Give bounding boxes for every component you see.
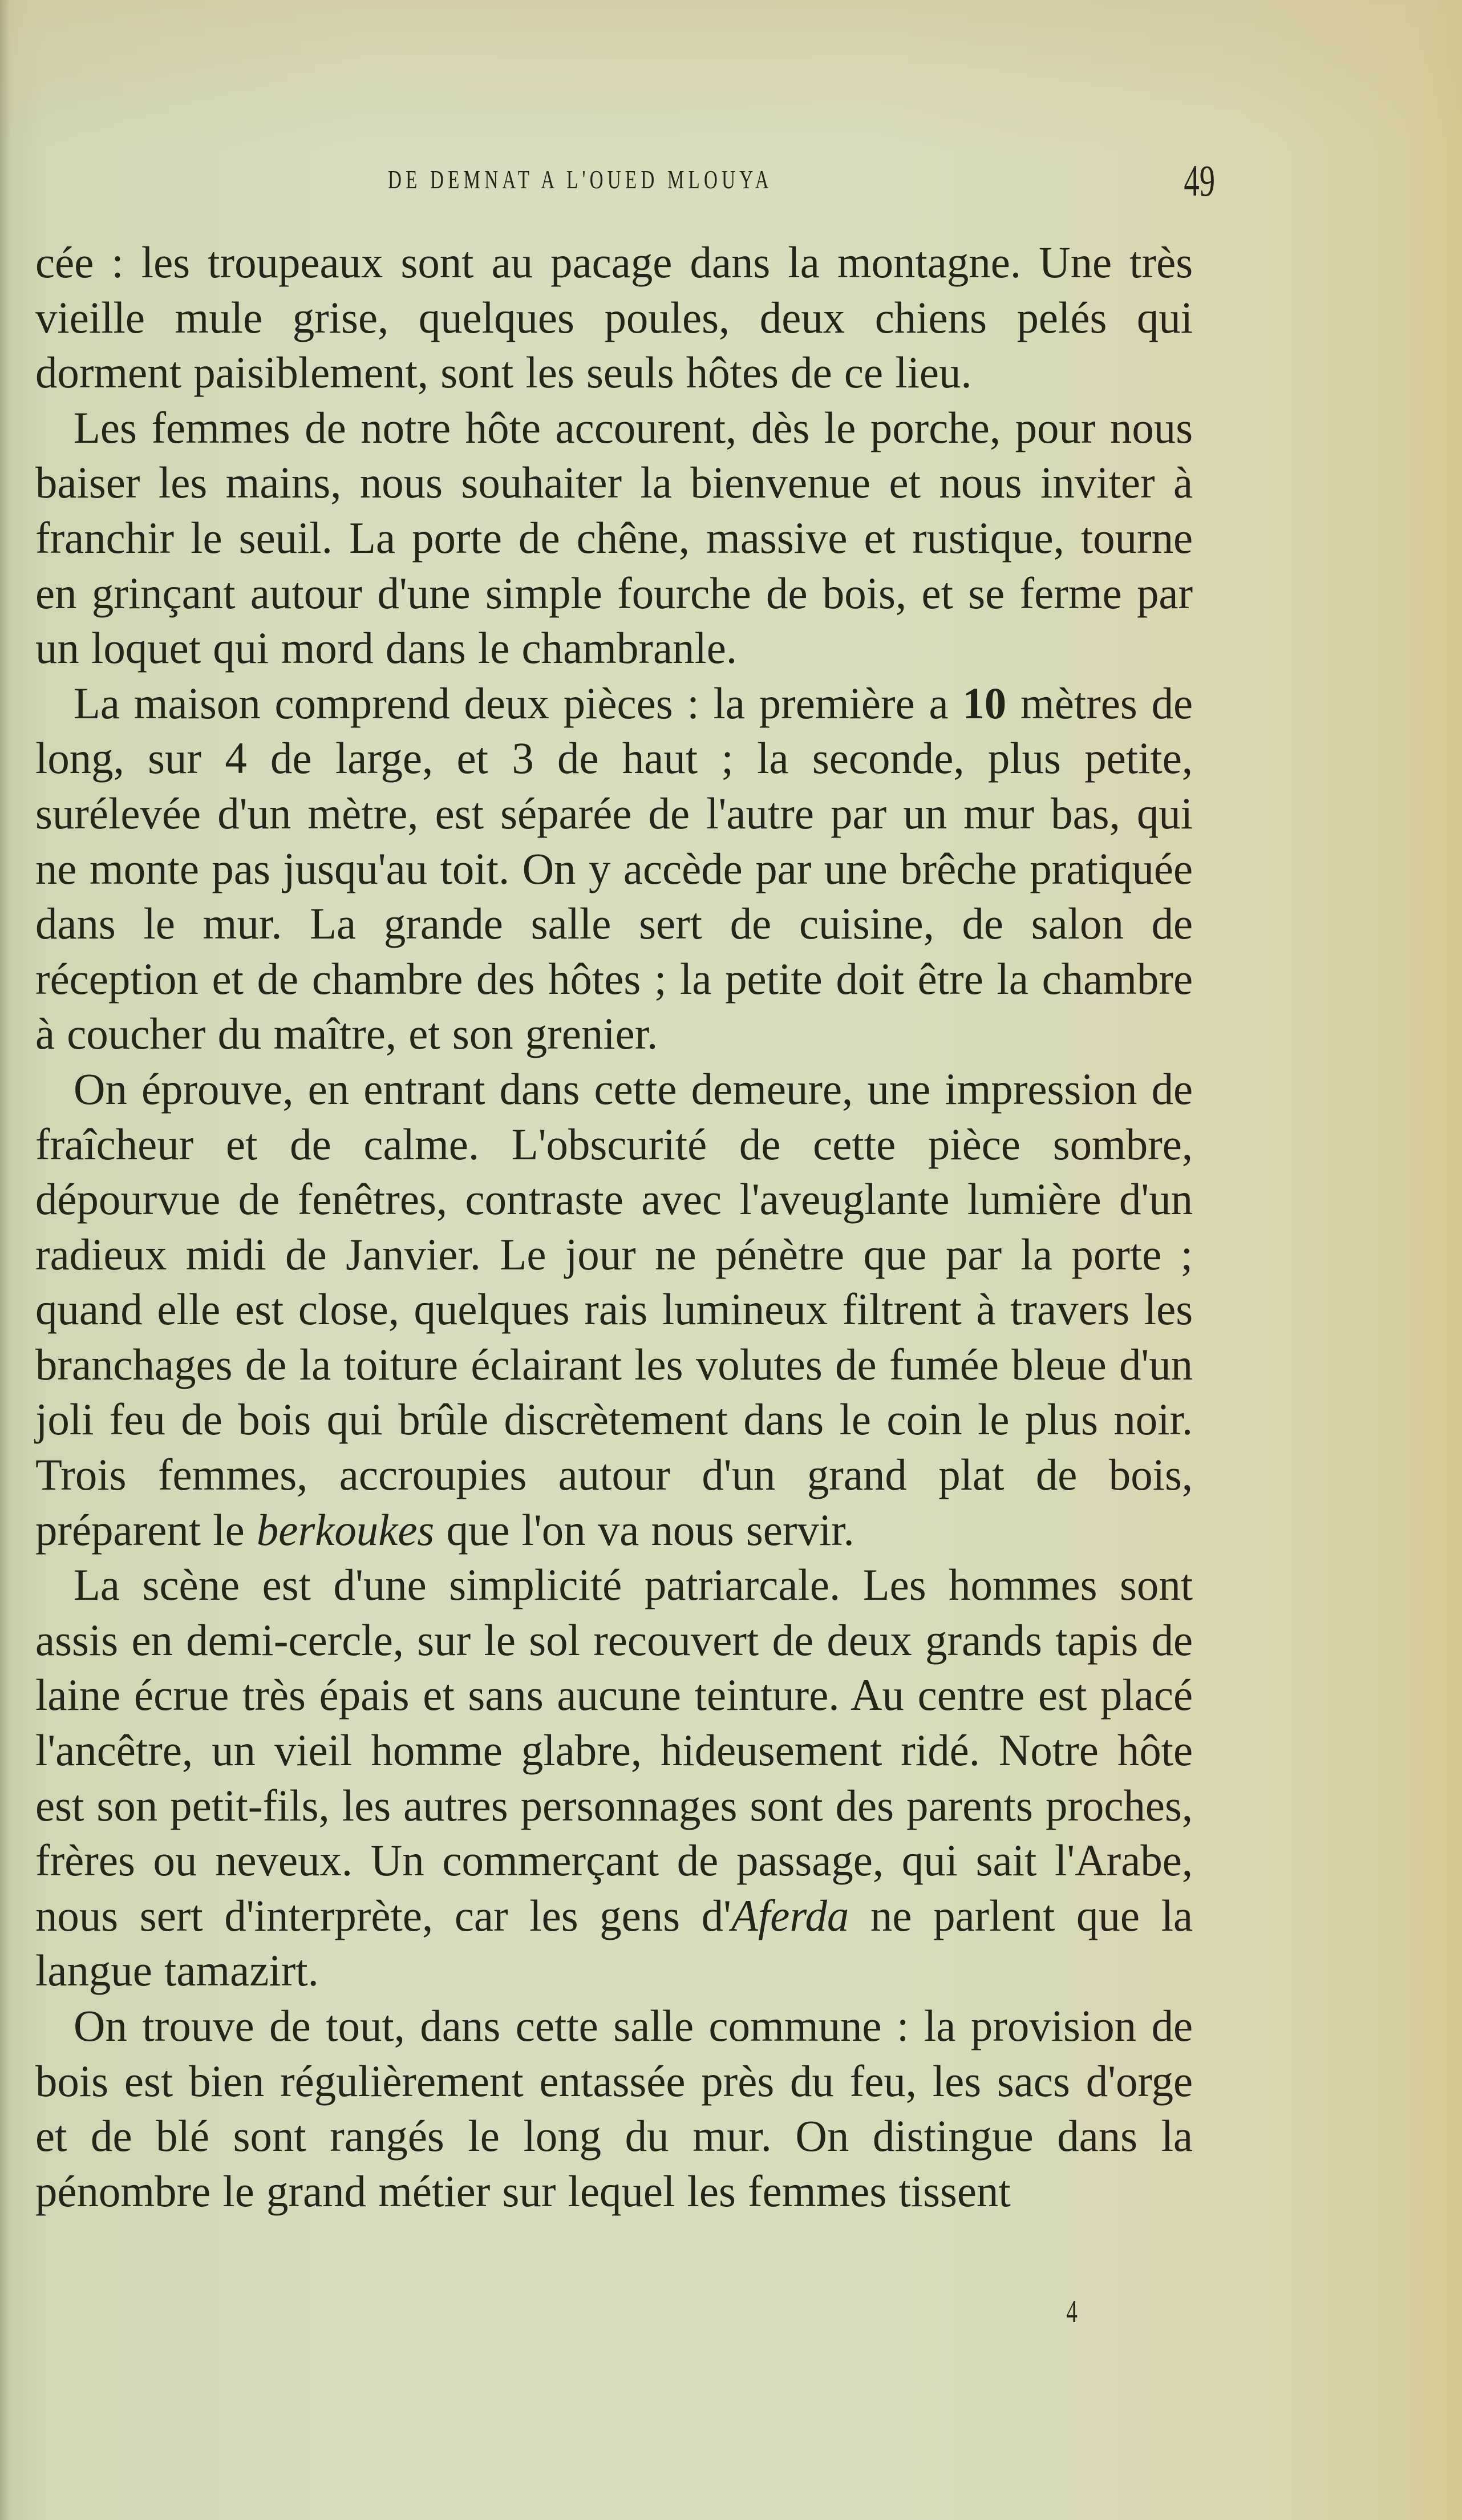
italic-term: berkoukes <box>256 1504 435 1555</box>
paragraph <box>35 676 1193 1062</box>
paragraph <box>35 1062 1193 1558</box>
italic-term: Aferda <box>731 1890 849 1940</box>
text-run: On éprouve, en entrant dans cette demeure, une impression de fraîcheur et de calme. L'obscurité de cette pièce sombre, dépourvue de fenêtres, contraste avec l'aveuglante lumière d'un radieux midi de Janvier. Le jour ne pénètre que par la porte ; quand elle est close, quelques rais lumineux filtrent à travers les branchages de la toiture éclairant les volutes de fumée bleue d'un joli feu de bois qui brûle discrètement dans le coin le plus noir. Trois femmes, accroupies autour d'un grand plat de bois, préparent le <box>35 1063 1193 1555</box>
paragraph <box>35 235 1193 401</box>
page-number: 49 <box>1184 156 1215 205</box>
text-run: Les femmes de notre hôte accourent, dès le porche, pour nous baiser les mains, nous souhaiter la bienvenue et nous inviter à franchir le seuil. La porte de chêne, massive et rustique, tourne en grinçant autour d'une simple fourche de bois, et se ferme par un loquet qui mord dans le chambranle. <box>35 402 1193 673</box>
running-title: DE DEMNAT A L'OUED MLOUYA <box>388 165 773 194</box>
page-top-shading <box>0 0 1462 148</box>
numeral: 10 <box>962 678 1007 728</box>
signature-mark: 4 <box>1066 2294 1078 2329</box>
text-run: La maison comprend deux pièces : la première a <box>73 678 963 728</box>
page-binding-edge <box>0 0 10 2520</box>
text-run: mètres de long, sur 4 de large, et 3 de haut ; la seconde, plus petite, surélevée d'un mètre, est séparée de l'autre par un mur bas, qui ne monte pas jusqu'au toit. On y accède par une brêche pratiquée dans le mur. La grande salle sert de cuisine, de salon de réception et de chambre des hôtes ; la petite doit être la chambre à coucher du maître, et son grenier. <box>35 678 1193 1059</box>
body-text <box>35 235 1210 2219</box>
paragraph <box>35 1558 1193 1999</box>
paragraph <box>35 1999 1193 2219</box>
text-run: La scène est d'une simplicité patriarcale. Les hommes sont assis en demi-cercle, sur le sol recouvert de deux grands tapis de laine écrue très épais et sans aucune teinture. Au centre est placé l'ancêtre, un vieil homme glabre, hideusement ridé. Notre hôte est son petit-fils, les autres personnages sont des parents proches, frères ou neveux. Un commerçant de passage, qui sait l'Arabe, nous sert d'interprète, car les gens d' <box>35 1560 1193 1940</box>
paragraph <box>35 401 1193 676</box>
running-header <box>34 156 1232 205</box>
text-run: On trouve de tout, dans cette salle commune : la provision de bois est bien régulièrement entassée près du feu, les sacs d'orge et de blé sont rangés le long du mur. On distingue dans la pénombre le grand métier sur lequel les femmes tissent <box>35 2001 1193 2216</box>
text-run: que l'on va nous servir. <box>434 1504 854 1555</box>
text-run: cée : les troupeaux sont au pacage dans la montagne. Une très vieille mule grise, quelques poules, deux chiens pelés qui dorment paisiblement, sont les seuls hôtes de ce lieu. <box>35 237 1193 398</box>
paragraph-list <box>35 235 1193 2219</box>
text-run: ne parlent que la langue tamazirt. <box>35 1890 1193 1996</box>
